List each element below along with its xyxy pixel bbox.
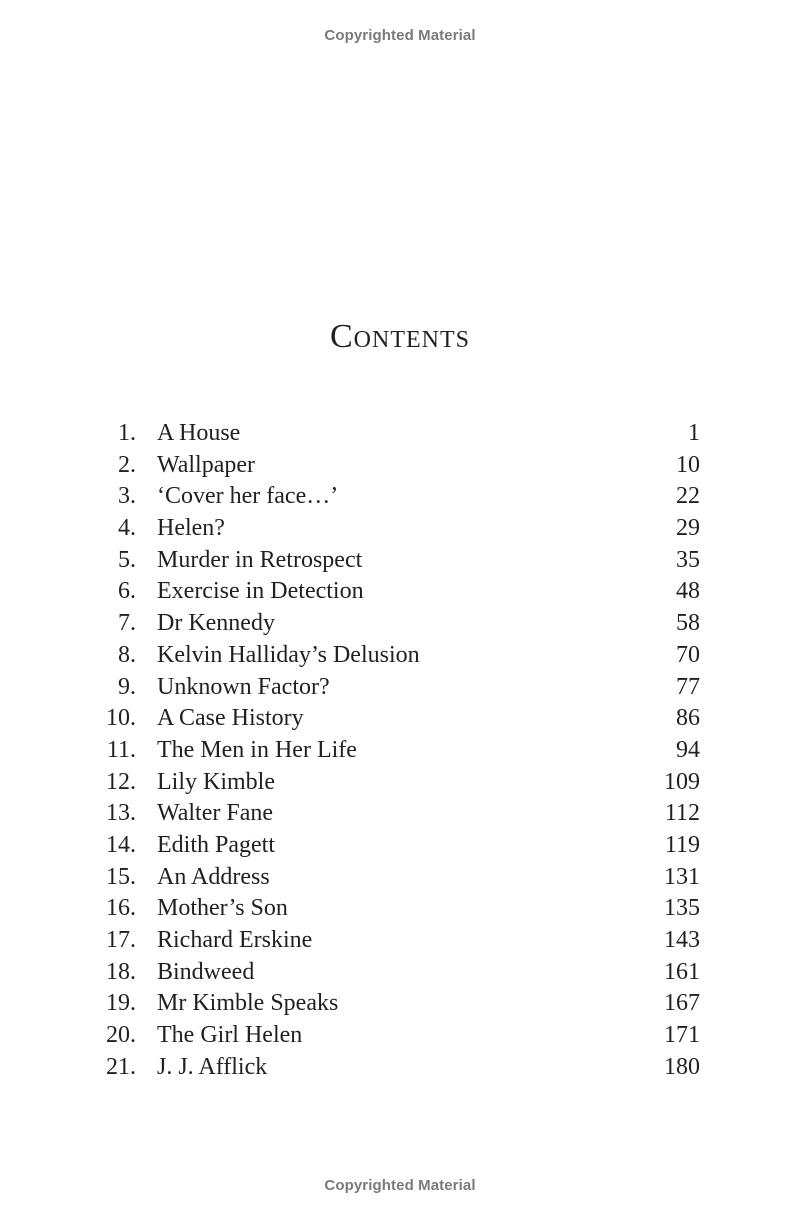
chapter-title: ‘Cover her face…’ [157, 483, 339, 510]
chapter-title: Walter Fane [157, 800, 274, 827]
page-number: 161 [664, 958, 700, 985]
copyright-watermark-bottom: Copyrighted Material [324, 1177, 476, 1194]
chapter-title: The Girl Helen [157, 1022, 303, 1049]
chapter-number: 7. [118, 610, 136, 637]
chapter-title: J. J. Afflick [157, 1053, 268, 1080]
page-number: 171 [664, 1022, 700, 1049]
chapter-number: 3. [118, 483, 136, 510]
chapter-number: 1. [118, 420, 136, 446]
toc-entry [100, 1020, 700, 1052]
chapter-title: A Case History [157, 705, 304, 732]
chapter-number: 6. [118, 578, 136, 605]
chapter-title: Lily Kimble [157, 768, 275, 795]
toc-entry [100, 798, 700, 830]
toc-entry [100, 957, 700, 989]
page-number: 48 [676, 578, 700, 605]
toc-entry [100, 672, 700, 704]
table-of-contents [100, 418, 700, 1083]
page-number: 22 [676, 483, 700, 510]
chapter-number: 4. [118, 515, 136, 542]
toc-entry [100, 513, 700, 545]
page-number: 29 [676, 515, 700, 542]
toc-entry [100, 1052, 700, 1084]
copyright-watermark-top: Copyrighted Material [324, 27, 476, 44]
chapter-title: Edith Pagett [157, 831, 275, 858]
toc-entry [100, 925, 700, 957]
page-number: 131 [664, 863, 700, 890]
chapter-title: Exercise in Detection [157, 578, 364, 605]
chapter-number: 13. [106, 800, 136, 827]
chapter-number: 15. [106, 863, 136, 890]
chapter-title: An Address [157, 863, 270, 890]
chapter-title: Murder in Retrospect [157, 546, 363, 573]
page-number: 112 [664, 800, 700, 827]
chapter-number: 10. [106, 705, 136, 732]
chapter-title: Mr Kimble Speaks [157, 990, 339, 1017]
toc-entry [100, 703, 700, 735]
chapter-title: Kelvin Halliday’s Delusion [157, 641, 420, 668]
page-number: 167 [664, 990, 700, 1017]
page-number: 119 [664, 831, 700, 858]
page-number: 86 [676, 705, 700, 732]
chapter-number: 8. [118, 641, 136, 668]
toc-entry [100, 735, 700, 767]
chapter-title: Richard Erskine [157, 927, 313, 953]
toc-entry [100, 576, 700, 608]
page-number: 70 [676, 641, 700, 668]
toc-entry [100, 988, 700, 1020]
page-number: 135 [664, 895, 700, 922]
page-number: 35 [676, 546, 700, 573]
chapter-title: Dr Kennedy [157, 610, 275, 637]
chapter-title: Wallpaper [157, 451, 256, 478]
chapter-number: 16. [106, 895, 136, 922]
contents-heading: Contents [329, 318, 470, 355]
toc-entry [100, 608, 700, 640]
page-number: 58 [676, 610, 700, 637]
page-number: 10 [676, 451, 700, 478]
toc-entry [100, 767, 700, 799]
toc-entry [100, 640, 700, 672]
chapter-number: 19. [106, 990, 136, 1017]
toc-entry [100, 830, 700, 862]
chapter-title: Mother’s Son [157, 895, 288, 922]
page-number: 109 [664, 768, 700, 795]
chapter-title: A House [157, 420, 241, 446]
chapter-title: Unknown Factor? [157, 673, 330, 700]
chapter-number: 21. [106, 1053, 136, 1080]
chapter-number: 18. [106, 958, 136, 985]
toc-entry [100, 418, 700, 450]
page-number: 1 [688, 420, 700, 446]
chapter-title: Helen? [157, 515, 225, 542]
chapter-number: 20. [106, 1022, 136, 1049]
page-number: 143 [664, 927, 700, 953]
toc-entry [100, 450, 700, 482]
chapter-number: 5. [118, 546, 136, 573]
chapter-number: 12. [106, 768, 136, 795]
page-number: 94 [676, 736, 700, 763]
chapter-number: 14. [106, 831, 136, 858]
chapter-number: 9. [118, 673, 136, 700]
toc-entry [100, 862, 700, 894]
chapter-title: The Men in Her Life [157, 736, 357, 763]
chapter-number: 17. [106, 927, 136, 953]
chapter-number: 2. [118, 451, 136, 478]
toc-entry [100, 545, 700, 577]
page-number: 77 [676, 673, 700, 700]
toc-entry [100, 893, 700, 925]
toc-entry [100, 481, 700, 513]
chapter-title: Bindweed [157, 958, 255, 985]
chapter-number: 11. [106, 736, 136, 763]
page-number: 180 [664, 1053, 700, 1080]
